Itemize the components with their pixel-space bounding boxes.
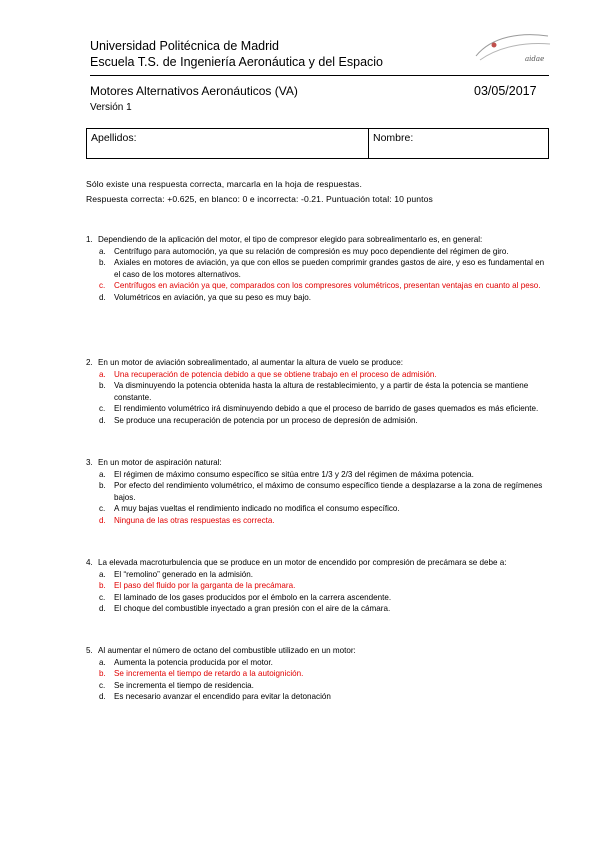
option-letter: b. [99, 581, 106, 591]
question-number: 3. [86, 458, 93, 467]
subject-title: Motores Alternativos Aeronáuticos (VA) [90, 84, 298, 98]
question-5 [86, 645, 546, 703]
answer-option [86, 280, 546, 292]
question-1 [86, 234, 546, 304]
option-letter: a. [99, 246, 106, 256]
option-letter: d. [99, 604, 106, 614]
answer-option [86, 592, 546, 604]
answer-option [86, 603, 546, 615]
header-divider [90, 75, 549, 76]
option-letter: b. [99, 381, 106, 391]
school-logo [470, 30, 552, 68]
option-text: El choque del combustible inyectado a gran presión con el aire de la cámara. [114, 604, 391, 614]
option-letter: a. [99, 657, 106, 667]
option-text: Ninguna de las otras respuestas es correcta. [114, 515, 275, 525]
option-text: Una recuperación de potencia debido a que se obtiene trabajo en el proceso de admisión. [114, 369, 437, 379]
answer-option [86, 246, 546, 258]
question-number: 4. [86, 558, 93, 567]
university-name: Universidad Politécnica de Madrid [90, 39, 279, 53]
answer-option [86, 469, 546, 481]
option-letter: c. [99, 680, 106, 690]
surname-field[interactable] [87, 129, 369, 158]
option-letter: a. [99, 369, 106, 379]
option-text: Centrífugos en aviación ya que, comparados con los compresores volumétricos, presentan ventajas en cuanto al peso. [114, 281, 541, 291]
option-text: Por efecto del rendimiento volumétrico, el máximo de consumo específico tiende a desplazarse a la zona de regímenes bajos. [114, 481, 543, 502]
option-letter: d. [99, 692, 106, 702]
option-text: Es necesario avanzar el encendido para evitar la detonación [114, 692, 331, 702]
answer-option [86, 480, 546, 503]
option-text: Se incrementa el tiempo de retardo a la autoignición. [114, 669, 304, 679]
option-letter: c. [99, 504, 106, 514]
option-text: A muy bajas vueltas el rendimiento indicado no modifica el consumo específico. [114, 504, 400, 514]
question-stem: La elevada macroturbulencia que se produce en un motor de encendido por compresión de precámara se debe a: [98, 558, 507, 567]
question-stem: Dependiendo de la aplicación del motor, el tipo de compresor elegido para sobrealimentarlo es, en general: [98, 235, 483, 244]
question-3 [86, 457, 546, 527]
question-number: 1. [86, 235, 93, 244]
answer-option [86, 515, 546, 527]
option-letter: d. [99, 415, 106, 425]
answer-option [86, 668, 546, 680]
option-letter: c. [99, 281, 106, 291]
answer-option [86, 569, 546, 581]
school-name: Escuela T.S. de Ingeniería Aeronáutica y del Espacio [90, 55, 384, 69]
option-text: Centrífugo para automoción, ya que su relación de compresión es muy poco dependiente del régimen de giro. [114, 246, 509, 256]
answer-option [86, 657, 546, 669]
student-info-box [86, 128, 549, 159]
option-letter: c. [99, 592, 106, 602]
option-text: Volumétricos en aviación, ya que su peso es muy bajo. [114, 292, 312, 302]
option-text: Se incrementa el tiempo de residencia. [114, 680, 254, 690]
option-text: El “remolino” generado en la admisión. [114, 569, 254, 579]
name-label: Nombre: [373, 132, 414, 144]
answer-option [86, 257, 546, 280]
option-text: El rendimiento volumétrico irá disminuyendo debido a que el proceso de barrido de gases quemados es más eficiente. [114, 404, 539, 414]
question-stem: En un motor de aviación sobrealimentado, al aumentar la altura de vuelo se produce: [98, 358, 404, 367]
option-letter: b. [99, 669, 106, 679]
logo-icon [470, 30, 552, 68]
instructions-line-1: Sólo existe una respuesta correcta, marcarla en la hoja de respuestas. [86, 179, 362, 189]
answer-option [86, 691, 546, 703]
option-letter: a. [99, 569, 106, 579]
option-text: El laminado de los gases producidos por el émbolo en la carrera ascendente. [114, 592, 392, 602]
option-letter: b. [99, 481, 106, 491]
answer-option [86, 403, 546, 415]
question-2 [86, 357, 546, 427]
option-text: Aumenta la potencia producida por el motor. [114, 657, 273, 667]
question-text [86, 234, 546, 246]
answer-option [86, 580, 546, 592]
option-text: Se produce una recuperación de potencia por un proceso de depresión de admisión. [114, 415, 418, 425]
question-4 [86, 557, 546, 615]
option-text: El régimen de máximo consumo específico se sitúa entre 1/3 y 2/3 del régimen de máxima potencia. [114, 469, 474, 479]
option-letter: c. [99, 404, 106, 414]
question-text [86, 645, 546, 657]
question-number: 2. [86, 358, 93, 367]
question-stem: En un motor de aspiración natural: [98, 458, 222, 467]
logo-text: aidae [525, 55, 545, 63]
option-text: Axiales en motores de aviación, ya que con ellos se pueden comprimir grandes gastos de aire, y eso es fundamental en el caso de los motores alternativos. [114, 258, 545, 279]
option-letter: d. [99, 292, 106, 302]
option-text: El paso del fluido por la garganta de la precámara. [114, 581, 296, 591]
answer-option [86, 680, 546, 692]
option-letter: d. [99, 515, 106, 525]
option-text: Va disminuyendo la potencia obtenida hasta la altura de restablecimiento, y a partir de ésta la potencia se mantiene constante. [114, 381, 529, 402]
answer-option [86, 503, 546, 515]
option-letter: a. [99, 469, 106, 479]
question-text [86, 457, 546, 469]
document-header [90, 38, 383, 70]
answer-option [86, 292, 546, 304]
surname-label: Apellidos: [91, 132, 137, 144]
exam-version: Versión 1 [90, 102, 132, 113]
answer-option [86, 380, 546, 403]
question-stem: Al aumentar el número de octano del combustible utilizado en un motor: [98, 646, 356, 655]
question-number: 5. [86, 646, 93, 655]
option-letter: b. [99, 258, 106, 268]
answer-option [86, 415, 546, 427]
question-text [86, 557, 546, 569]
instructions-line-2: Respuesta correcta: +0.625, en blanco: 0 e incorrecta: -0.21. Puntuación total: 10 puntos [86, 194, 433, 204]
answer-option [86, 369, 546, 381]
exam-date: 03/05/2017 [474, 84, 537, 98]
question-text [86, 357, 546, 369]
